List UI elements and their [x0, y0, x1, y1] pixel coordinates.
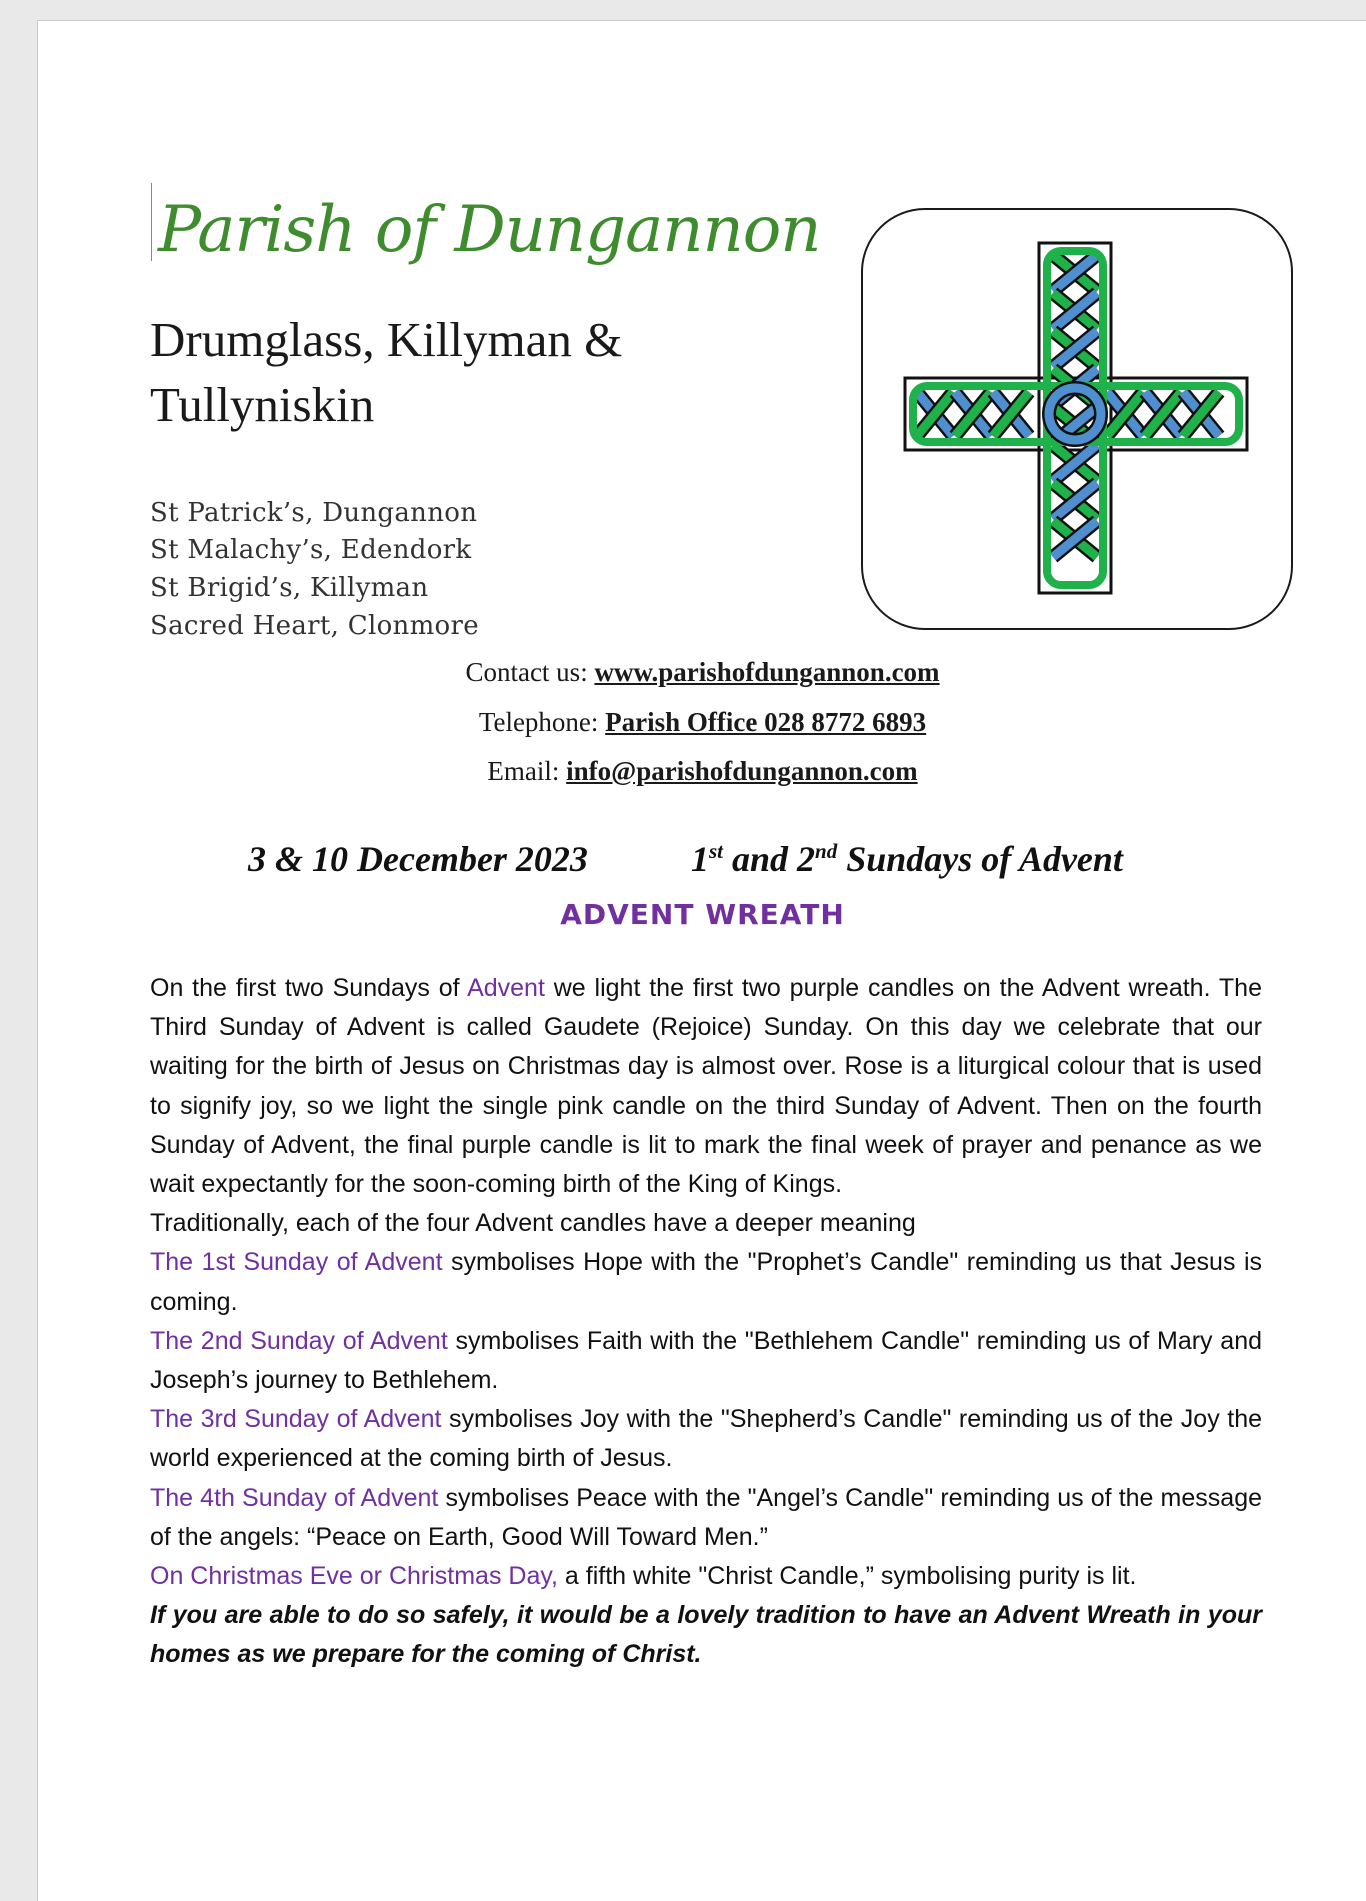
church-item: Sacred Heart, Clonmore [150, 611, 479, 641]
ordinal-number: 2 [797, 839, 816, 879]
ordinal-number: 1 [691, 839, 709, 879]
traditionally-paragraph: Traditionally, each of the four Advent candles have a deeper meaning [150, 1209, 916, 1238]
ordinal-suffix: nd [815, 839, 838, 863]
candle-text: symbolises Hope with the "Prophet’s Candle" reminding us that Jesus is coming. [150, 1248, 1262, 1316]
advent-sundays [691, 838, 1123, 880]
document-page [37, 20, 1366, 1901]
contact-web [38, 657, 1366, 688]
candle-text: a fifth white "Christ Candle,” symbolising purity is lit. [557, 1562, 1137, 1591]
candle-text: symbolises Joy with the "Shepherd’s Candle" reminding us of the Joy the world experienced at the coming birth of Jesus. [150, 1405, 1262, 1473]
contact-phone [38, 707, 1366, 738]
candle-label: The 2nd Sunday of Advent [150, 1326, 448, 1355]
advent-sundays-text: Sundays of Advent [837, 839, 1123, 879]
candle-label: On Christmas Eve or Christmas Day, [150, 1562, 558, 1591]
contact-email-label: Email: [487, 756, 567, 786]
celtic-cross-icon [895, 233, 1257, 603]
candle-text: symbolises Faith with the "Bethlehem Candle" reminding us of Mary and Joseph’s journey to Bethlehem. [150, 1326, 1262, 1395]
church-item: St Brigid’s, Killyman [150, 573, 429, 603]
article-body [150, 969, 1262, 1675]
candle-paragraph [150, 1322, 1262, 1400]
church-item: St Patrick’s, Dungannon [150, 498, 478, 528]
parish-logo [861, 208, 1293, 630]
text-cursor [151, 183, 152, 261]
intro-text: On the first two Sundays of [150, 974, 468, 1002]
candle-label: The 3rd Sunday of Advent [150, 1405, 442, 1434]
ordinal-suffix: st [709, 839, 724, 863]
intro-paragraph [150, 969, 1262, 1204]
contact-web-label: Contact us: [465, 657, 595, 687]
parish-subtitle-line-2: Tullyniskin [150, 377, 375, 432]
candle-label: The 4th Sunday of Advent [150, 1483, 439, 1512]
candle-paragraph [150, 1479, 1262, 1557]
candle-paragraph [150, 1243, 1262, 1321]
closing-paragraph: If you are able to do so safely, it would be a lovely tradition to have an Advent Wreath in your homes as we prepare for the coming of Christ. [150, 1601, 1262, 1669]
website-link[interactable]: www.parishofdungannon.com [594, 657, 940, 687]
candle-paragraph [150, 1400, 1262, 1478]
section-heading: ADVENT WREATH [560, 898, 845, 931]
candle-label: The 1st Sunday of Advent [150, 1248, 443, 1277]
parish-title: Parish of Dungannon [158, 193, 821, 267]
advent-highlight: Advent [467, 974, 545, 1002]
church-item: St Malachy’s, Edendork [150, 535, 472, 565]
phone-link[interactable]: Parish Office 028 8772 6893 [605, 707, 927, 737]
candle-paragraph [150, 1557, 1262, 1596]
intro-text: we light the first two purple candles on the Advent wreath. The Third Sunday of Advent is called Gaudete (Rejoice) Sunday. On this day we celebrate that our waiting for the birth of Jesus on Christmas day is almost over. Rose is a liturgical colour that is used to signify joy, so we light the single pink candle on the third Sunday of Advent. Then on the fourth Sunday of Advent, the final purple candle is lit to mark the final week of prayer and penance as we wait expectantly for the soon-coming birth of the King of Kings. [150, 974, 1262, 1199]
service-dates: 3 & 10 December 2023 [248, 839, 588, 879]
contact-email [38, 756, 1366, 787]
contact-phone-label: Telephone: [478, 707, 606, 737]
conjunction: and [723, 839, 798, 879]
candle-text: symbolises Peace with the "Angel’s Candle" reminding us of the message of the angels: “Peace on Earth, Good Will Toward Men.” [150, 1483, 1262, 1551]
parish-subtitle-line-1: Drumglass, Killyman & [150, 312, 623, 367]
email-link[interactable]: info@parishofdungannon.com [566, 756, 918, 786]
